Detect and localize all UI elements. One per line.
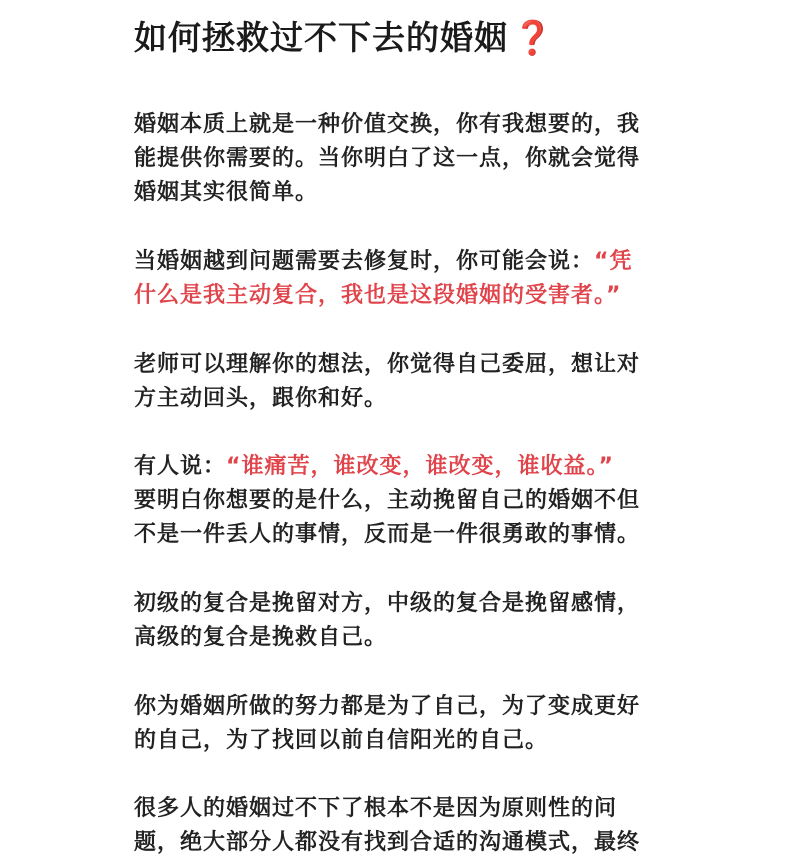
paragraph-value-exchange bbox=[134, 108, 640, 210]
paragraph-line: 要明白你想要的是什么，主动挽留自己的婚姻不但 bbox=[134, 488, 641, 513]
paragraph-levels bbox=[134, 587, 640, 655]
article-title bbox=[134, 14, 554, 62]
paragraph-line: 能提供你需要的。当你明白了这一点，你就会觉得 bbox=[134, 146, 641, 171]
paragraph-who-suffers bbox=[134, 450, 640, 552]
paragraph-line bbox=[134, 450, 640, 484]
paragraph-for-yourself bbox=[134, 690, 640, 758]
paragraph-text: 有人说： bbox=[134, 454, 227, 479]
paragraph-line: 婚姻其实很简单。 bbox=[134, 180, 319, 205]
paragraph-understanding bbox=[134, 348, 640, 416]
paragraph-line bbox=[134, 245, 632, 279]
paragraph-line: 题，绝大部分人都没有找到合适的沟通模式，最终 bbox=[134, 830, 641, 855]
paragraph-victim-quote bbox=[134, 245, 632, 313]
highlighted-quote: “凭 bbox=[594, 249, 633, 274]
question-mark-icon: ❓ bbox=[512, 18, 555, 57]
paragraph-line: 不是一件丢人的事情，反而是一件很勇敢的事情。 bbox=[134, 522, 641, 547]
highlighted-quote: “谁痛苦，谁改变，谁改变，谁收益。” bbox=[226, 454, 614, 479]
paragraph-line: 高级的复合是挽救自己。 bbox=[134, 625, 388, 650]
paragraph-line: 婚姻本质上就是一种价值交换，你有我想要的，我 bbox=[134, 112, 641, 137]
paragraph-text: 当婚姻越到问题需要去修复时，你可能会说： bbox=[134, 249, 595, 274]
paragraph-line: 的自己，为了找回以前自信阳光的自己。 bbox=[134, 728, 549, 753]
paragraph-communication bbox=[134, 792, 640, 860]
paragraph-line: 你为婚姻所做的努力都是为了自己，为了变成更好 bbox=[134, 694, 641, 719]
paragraph-line: 初级的复合是挽留对方，中级的复合是挽留感情， bbox=[134, 591, 641, 616]
paragraph-line: 方主动回头，跟你和好。 bbox=[134, 386, 388, 411]
paragraph-line: 老师可以理解你的想法，你觉得自己委屈，想让对 bbox=[134, 352, 641, 377]
highlighted-quote: 什么是我主动复合，我也是这段婚姻的受害者。” bbox=[134, 283, 622, 308]
title-text: 如何拯救过不下去的婚姻 bbox=[134, 18, 508, 57]
paragraph-line: 很多人的婚姻过不下了根本不是因为原则性的问 bbox=[134, 796, 618, 821]
